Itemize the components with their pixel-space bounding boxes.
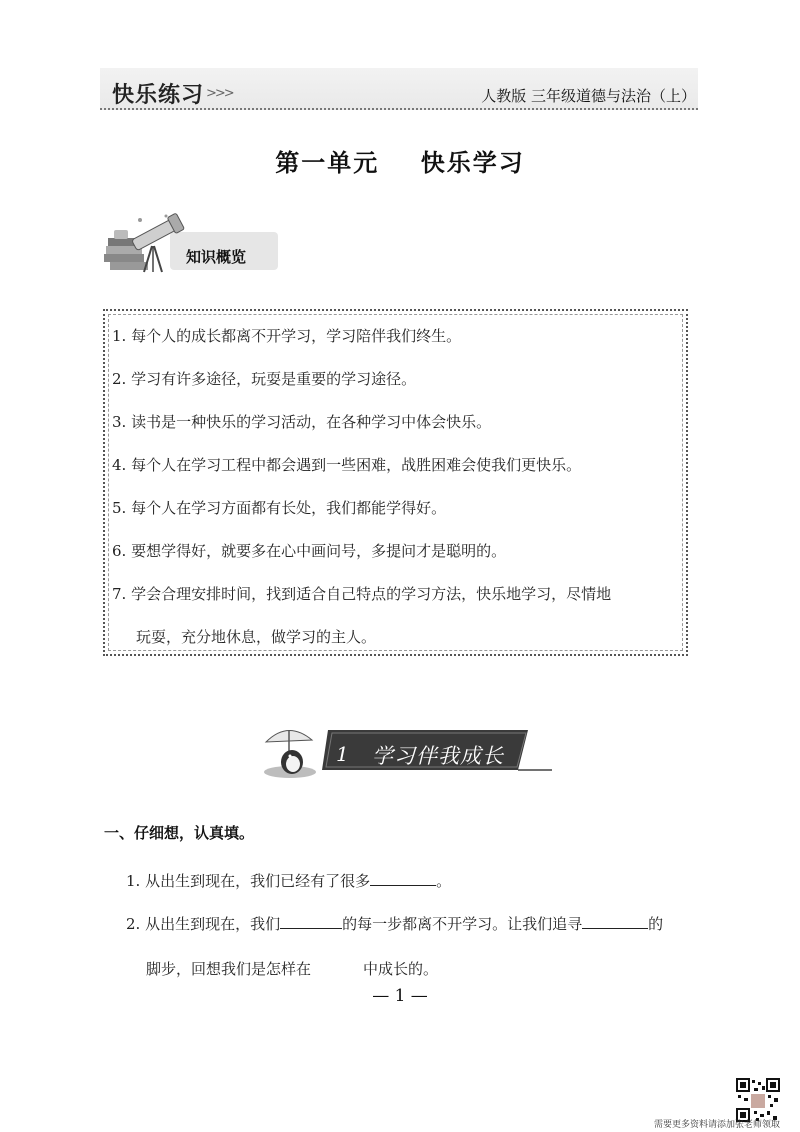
series-brand: 快乐练习 (112, 83, 205, 108)
question-text: 中成长的。 (363, 960, 439, 978)
question-1 (126, 870, 451, 891)
answer-blank[interactable] (280, 914, 342, 929)
lesson-number: 1 (336, 742, 349, 766)
footer-note: 需要更多资料请添加张老师领取 (653, 1120, 780, 1130)
knowledge-point: 5. 每个人在学习方面都有长处，我们都能学得好。 (112, 499, 447, 517)
knowledge-point: 4. 每个人在学习工程中都会遇到一些困难，战胜困难会使我们更快乐。 (112, 456, 582, 474)
unit-title: 第一单元 快乐学习 (275, 148, 525, 177)
knowledge-point: 3. 读书是一种快乐的学习活动，在各种学习中体会快乐。 (112, 413, 492, 431)
question-text: 的每一步都离不开学习。让我们追寻 (342, 915, 583, 933)
answer-blank[interactable] (582, 914, 648, 929)
knowledge-point-continued: 玩耍，充分地休息，做学习的主人。 (136, 628, 377, 646)
question-text: 1. 从出生到现在，我们已经有了很多 (126, 872, 371, 890)
overview-label: 知识概览 (186, 248, 247, 266)
knowledge-points-list (112, 315, 680, 659)
knowledge-point: 7. 学会合理安排时间，找到适合自己特点的学习方法，快乐地学习，尽情地 (112, 585, 612, 603)
lesson-title: 学习伴我成长 (372, 744, 504, 768)
section-heading: 一、仔细想，认真填。 (104, 824, 255, 842)
question-text: 2. 从出生到现在，我们 (126, 915, 281, 933)
knowledge-point: 6. 要想学得好，就要多在心中画问号，多提问才是聪明的。 (112, 542, 507, 560)
question-2-line-2 (146, 958, 438, 979)
knowledge-point: 2. 学习有许多途径，玩耍是重要的学习途径。 (112, 370, 417, 388)
chevron-decoration: >>> (206, 86, 233, 101)
edition-label: 人教版 三年级道德与法治（上） (481, 87, 696, 105)
knowledge-point: 1. 每个人的成长都离不开学习，学习陪伴我们终生。 (112, 327, 462, 345)
question-text: 脚步，回想我们是怎样在 (146, 960, 312, 978)
answer-blank[interactable] (370, 871, 436, 886)
question-text: 。 (436, 872, 452, 890)
question-2 (126, 913, 663, 934)
question-text: 的 (648, 915, 664, 933)
page-number: — 1 — (372, 986, 428, 1006)
qr-code-icon (736, 1078, 780, 1122)
